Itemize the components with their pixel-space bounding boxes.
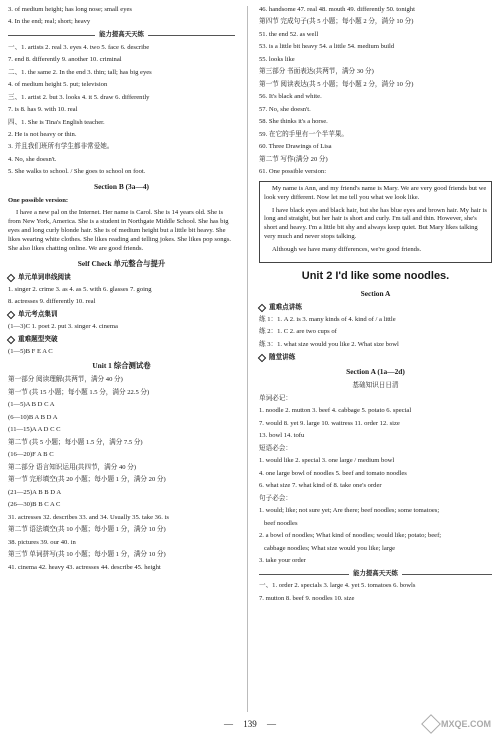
answer-line: 59. 在它的手里有一个半苹果。 <box>259 130 349 138</box>
answer-line: 61. One possible version: <box>259 168 327 176</box>
answer-line: 1. singer 2. crime 3. as 4. as 5. with 6. glasses 7. going <box>8 285 152 293</box>
answer-line: 7. mutton 8. beef 9. noodles 10. size <box>259 594 355 602</box>
watermark-logo <box>424 714 494 734</box>
answer-line: (16—20)F A B C <box>8 451 54 459</box>
answer-line: (6—10)B A B D A <box>8 413 58 421</box>
answer-line: (1—3)C 1. poet 2. put 3. singer 4. cinema <box>8 322 118 330</box>
practice-banner: 能力提高天天练 <box>259 570 492 579</box>
answer-line: 8. actresses 9. differently 10. real <box>8 298 96 306</box>
answer-line: 第二节 写作(满分 20 分) <box>259 155 328 163</box>
answer-line: 3. of medium height; has long nose; small eyes <box>8 6 132 13</box>
answer-line: 1. would; like; not sure yet; Are there; beef noodles; some tomatoes; <box>259 507 440 515</box>
section-heading-text: Self Check 单元整合与提升 <box>77 258 166 268</box>
answer-line: 38. pictures 39. our 40. in <box>8 538 76 546</box>
answer-line: (11—15)A A D C C <box>8 426 61 434</box>
diamond-bullet-icon <box>7 311 15 319</box>
answer-line: 第二节 (共 5 小题；每小题 1.5 分，满分 7.5 分) <box>8 438 143 446</box>
answer-line: 单词必记： <box>259 394 292 402</box>
answer-line: 55. looks like <box>259 55 295 63</box>
section-heading <box>259 367 492 377</box>
answer-line: 第一节 阅读表达(共 5 小题；每小题 2 分，满分 10 分) <box>259 80 414 88</box>
right-column <box>259 6 492 607</box>
answer-line: 第三部分 书面表达(共两节，满分 30 分) <box>259 68 374 76</box>
section-heading <box>8 182 235 192</box>
section-heading <box>8 259 235 269</box>
answer-line: 1. noodle 2. mutton 3. beef 4. cabbage 5. potato 6. special <box>259 407 412 415</box>
answer-line: 第四节 完成句子(共 5 小题；每小题 2 分，满分 10 分) <box>259 18 414 26</box>
answer-line: 一、1. artists 2. real 3. eyes 4. two 5. face 6. describe <box>8 43 150 51</box>
answer-line: 2. a bowl of noodles; What kind of noodles; would like; potato; beef; <box>259 532 442 540</box>
answer-line: 6. what size 7. what kind of 8. take one's order <box>259 482 382 490</box>
answer-line: 3. take your order <box>259 557 306 565</box>
answer-line: 四、1. She is Tina's English teacher. <box>8 118 105 126</box>
answer-line: 51. the end 52. as well <box>259 30 319 38</box>
section-tag-label: 随堂讲练 <box>269 353 296 361</box>
answer-line: 31. actresses 32. describes 33. and 34. Usually 35. take 36. is <box>8 513 169 521</box>
answer-line: beef noodles <box>264 519 298 527</box>
answer-line: 4. No, she doesn't. <box>8 155 57 163</box>
essay-box <box>259 181 492 263</box>
answer-line: 13. bowl 14. tofu <box>259 432 305 440</box>
diamond-bullet-icon <box>258 354 266 362</box>
section-tag <box>8 311 235 320</box>
section-heading <box>8 361 235 371</box>
column-divider <box>247 6 248 712</box>
section-tag-label: 单元考点集训 <box>18 310 58 318</box>
answer-line: 4. of medium height 5. put; television <box>8 81 108 89</box>
answer-line: 第一节 (共 15 小题；每小题 1.5 分，满分 22.5 分) <box>8 388 150 396</box>
diamond-bullet-icon <box>258 304 266 312</box>
section-heading-text: Section A <box>360 288 391 298</box>
answer-line: 1. would like 2. special 3. one large / medium bowl <box>259 457 395 465</box>
essay-paragraph: I have a new pal on the Internet. Her name is Carol. She is 14 years old. She is from New York, America. She is a student in Northgate Middle School. She has big eyes and long curly blonde hair. She is of medium height but a little bit heavy. She likes wearing white clothes. She likes reading and telling jokes. She likes pop songs. She also likes chatting online. We are good friends. <box>8 209 232 252</box>
answer-line: 练 2：1. C 2. are two cups of <box>259 328 337 336</box>
watermark-text: MXQE.COM <box>441 718 492 729</box>
answer-line: 一、1. order 2. specials 3. large 4. yet 5. tomatoes 6. bowls <box>259 582 416 590</box>
section-tag-label: 单元单词串线阅读 <box>18 273 71 281</box>
answer-line: 句子必会： <box>259 494 292 502</box>
answer-line: 60. Three Drawings of Lisa <box>259 143 332 151</box>
essay-paragraph: I have black eyes and black hair, but she has blue eyes and brown hair. My hair is long and straight, but her hair is short and curly. I'm tall and thin. However, she's short and heavy. I'm a little bit shy and always keep quiet. But Mary likes talking very much and never stops talking. <box>264 206 487 241</box>
answer-line: 4. In the end; real; short; heavy <box>8 18 91 26</box>
answer-line: (21—25)A B B D A <box>8 488 62 496</box>
answer-line: 第一部分 阅读理解(共两节，满分 40 分) <box>8 376 123 384</box>
centered-heading: 基础知识日日清 <box>352 382 399 390</box>
diamond-bullet-icon <box>7 336 15 344</box>
answer-line: 三、1. artist 2. but 3. looks 4. it 5. draw 6. differently <box>8 93 150 101</box>
section-heading-text: Section A (1a—2d) <box>346 367 405 377</box>
answer-line: 2. He is not heavy or thin. <box>8 131 77 138</box>
answer-line: 57. No, she doesn't. <box>259 105 311 113</box>
answer-line: 7. would 8. yet 9. large 10. waitress 11. order 12. size <box>259 419 400 427</box>
answer-line: 短语必会： <box>259 444 292 452</box>
answer-line: 46. handsome 47. real 48. mouth 49. differently 50. tonight <box>259 6 415 13</box>
section-heading-text: Unit 1 综合测试卷 <box>92 361 151 371</box>
section-heading <box>259 289 492 299</box>
answer-line: 4. one large bowl of noodles 5. beef and tomato noodles <box>259 469 407 477</box>
answer-line: 第二节 语法填空(共 10 小题；每小题 1 分，满分 10 分) <box>8 526 166 534</box>
answer-line: 3. 并且我们班所有学生都非常爱她。 <box>8 143 114 151</box>
section-tag <box>8 336 235 345</box>
answer-line: 56. It's black and white. <box>259 93 322 101</box>
watermark-logo-icon <box>421 714 441 734</box>
page-number: — 139 — <box>224 718 276 729</box>
section-tag-label: 重难点讲练 <box>269 303 302 311</box>
answer-line: (26—30)B B C A C <box>8 501 61 509</box>
answer-line: 7. is 8. has 9. with 10. real <box>8 106 78 114</box>
answer-line: 第三节 单词拼写(共 10 小题；每小题 1 分，满分 10 分) <box>8 551 166 559</box>
answer-line: 二、1. the same 2. In the end 3. thin; tall; has big eyes <box>8 68 152 76</box>
answer-line: 练 1：1. A 2. is 3. many kinds of 4. kind of / a little <box>259 315 396 323</box>
section-tag <box>259 354 492 363</box>
answer-line: 7. end 8. differently 9. another 10. criminal <box>8 56 122 64</box>
diamond-bullet-icon <box>7 274 15 282</box>
answer-line: 58. She thinks it's a horse. <box>259 118 328 126</box>
answer-line: 41. cinema 42. heavy 43. actresses 44. describe 45. height <box>8 563 161 571</box>
section-tag-label: 重难题型突破 <box>18 335 58 343</box>
essay-paragraph: Although we have many differences, we're good friends. <box>272 246 422 254</box>
answer-line: 5. She walks to school. / She goes to school on foot. <box>8 168 146 176</box>
answer-line: 练 3：1. what size would you like 2. What size bowl <box>259 340 399 348</box>
answer-line: (1—5)B F E A C <box>8 347 53 355</box>
unit-title: Unit 2 I'd like some noodles. <box>301 270 450 283</box>
section-heading-text: Section B (3a—4) <box>93 182 149 192</box>
subheading: One possible version: <box>8 197 69 205</box>
answer-line: cabbage noodles; What size would you like; large <box>264 544 396 552</box>
answer-line: 53. is a little bit heavy 54. a little 54. medium build <box>259 43 395 51</box>
section-tag <box>259 304 492 313</box>
practice-banner: 能力提高天天练 <box>8 31 235 40</box>
answer-line: (1—5)A B D C A <box>8 401 55 409</box>
left-column <box>8 6 235 576</box>
essay-paragraph: My name is Ann, and my friend's name is Mary. We are very good friends but we look very different. Now let me tell you what we look like. <box>264 184 487 201</box>
section-tag <box>8 274 235 283</box>
answer-line: 第一节 完形填空(共 20 小题；每小题 1 分，满分 20 分) <box>8 476 166 484</box>
answer-line: 第二部分 语言知识运用(共四节，满分 40 分) <box>8 463 137 471</box>
